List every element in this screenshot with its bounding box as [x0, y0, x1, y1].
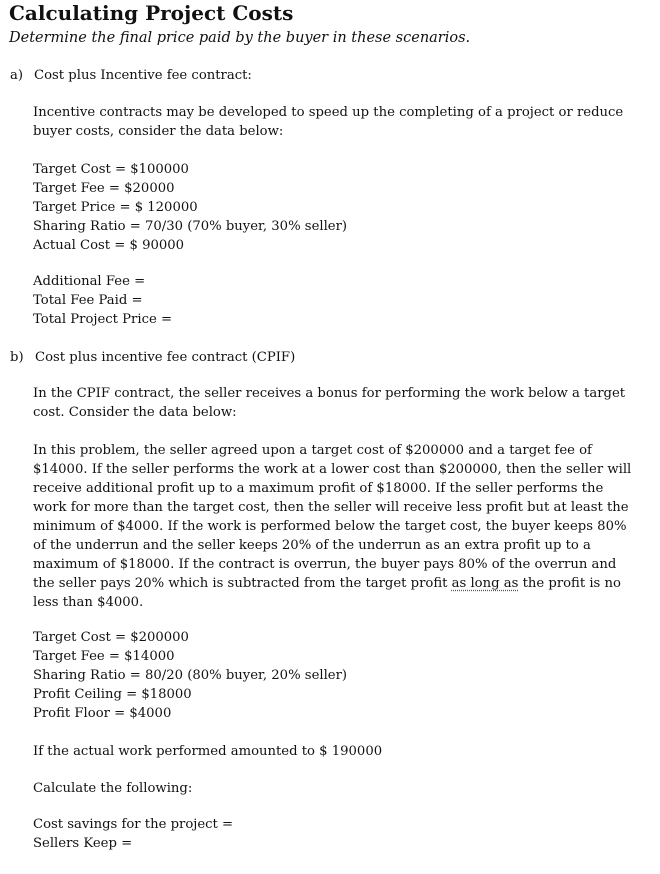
section-b-profit-ceiling: Profit Ceiling = $18000 [33, 687, 192, 702]
spelling-underline-as-long-as: as long as [451, 576, 519, 591]
section-b-actual-work: If the actual work performed amounted to $ 190000 [33, 744, 383, 759]
section-a-intro: Incentive contracts may be developed to speed up the completing of a project or reduce buyer costs, consider the data below: [33, 105, 624, 139]
section-b-body-text: In this problem, the seller agreed upon a target cost of $200000 and a target fee of $14000. If the seller performs the work at a lower cost than $200000, then the seller will receive additional profit up to a maximum profit of $18000. If the seller performs the work for more than the target cost, then the seller will receive less profit but at least the minimum of $4000. If the work is performed below the target cost, the buyer keeps 80% of the underrun and the seller keeps 20% of the underrun as an extra profit up to a maximum of $18000. If the contract is overrun, the buyer pays 80% of the overrun and the seller pays 20% which is subtracted from the target profit [33, 443, 632, 591]
section-a-sharing-ratio: Sharing Ratio = 70/30 (70% buyer, 30% seller) [33, 219, 348, 234]
section-b-sharing-ratio: Sharing Ratio = 80/20 (80% buyer, 20% seller) [33, 668, 348, 683]
subtitle-rest: paid by the buyer in these scenarios. [194, 30, 471, 46]
section-a-additional-fee: Additional Fee = [33, 274, 146, 289]
section-a-label: a) [10, 68, 24, 83]
section-b-body [33, 441, 637, 612]
section-b-target-cost: Target Cost = $200000 [33, 630, 189, 645]
section-a-target-fee: Target Fee = $20000 [33, 181, 175, 196]
section-b-target-fee: Target Fee = $14000 [33, 649, 175, 664]
section-a-actual-cost: Actual Cost = $ 90000 [33, 238, 185, 253]
section-b-intro: In the CPIF contract, the seller receives a bonus for performing the work below a target cost. Consider the data below: [33, 386, 626, 420]
section-a-heading: Cost plus Incentive fee contract: [34, 68, 252, 83]
section-a-target-price: Target Price = $ 120000 [33, 200, 198, 215]
section-b-calculate: Calculate the following: [33, 781, 193, 796]
section-a-target-cost: Target Cost = $100000 [33, 162, 189, 177]
document-title: Calculating Project Costs [9, 1, 294, 25]
section-b-body-end: the profit is no less than $4000. [33, 576, 621, 610]
section-b-profit-floor: Profit Floor = $4000 [33, 706, 172, 721]
section-a-total-project-price: Total Project Price = [33, 312, 172, 327]
section-b-sellers-keep: Sellers Keep = [33, 836, 133, 851]
section-b-cost-savings: Cost savings for the project = [33, 817, 234, 832]
section-b-heading: Cost plus incentive fee contract (CPIF) [35, 350, 296, 365]
section-b-label: b) [10, 350, 24, 365]
document-subtitle [9, 28, 470, 48]
section-a-total-fee-paid: Total Fee Paid = [33, 293, 143, 308]
subtitle-emphasis: Determine the final price [9, 30, 195, 46]
